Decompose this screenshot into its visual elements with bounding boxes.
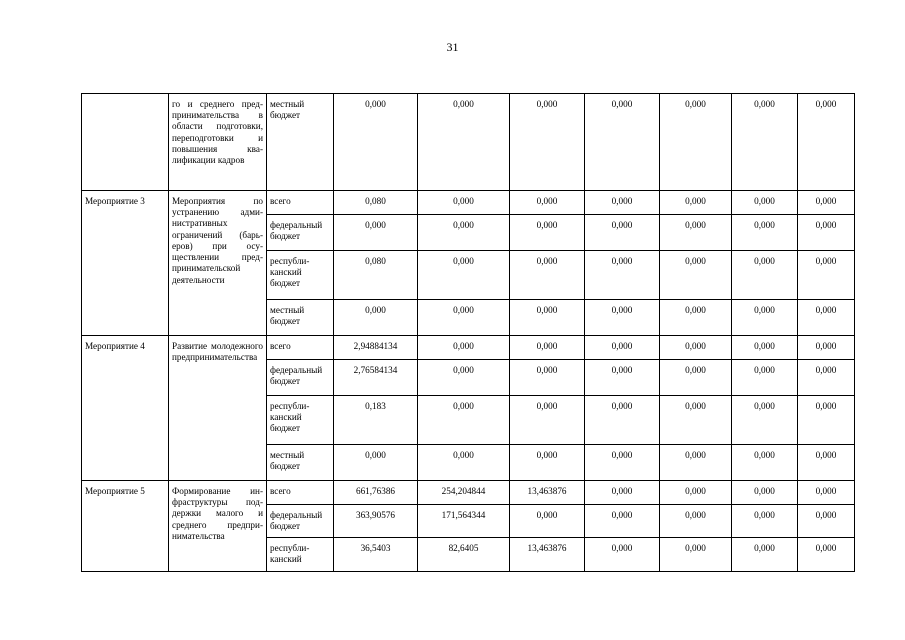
amount-cell: 0,000 (418, 336, 510, 360)
amount-cell: 0,000 (798, 215, 855, 251)
amount-cell: 0,000 (660, 505, 732, 538)
amount-cell: 0,000 (585, 481, 660, 505)
amount-cell: 0,000 (660, 300, 732, 336)
funding-source-cell: местный бюджет (267, 445, 334, 481)
amount-cell: 0,000 (732, 94, 798, 191)
amount-cell: 0,000 (510, 94, 585, 191)
amount-cell: 0,000 (732, 505, 798, 538)
funding-source-cell: федеральный бюджет (267, 215, 334, 251)
amount-cell: 13,463876 (510, 538, 585, 572)
amount-cell: 0,000 (585, 360, 660, 396)
amount-cell: 2,76584134 (334, 360, 418, 396)
page-number: 31 (446, 40, 459, 54)
funding-source-cell: всего (267, 191, 334, 215)
funding-source-cell: всего (267, 336, 334, 360)
amount-cell: 0,000 (732, 251, 798, 300)
amount-cell: 0,080 (334, 251, 418, 300)
amount-cell: 0,000 (660, 481, 732, 505)
amount-cell: 0,000 (585, 191, 660, 215)
funding-source-cell: федеральный бюджет (267, 505, 334, 538)
table-row (82, 94, 855, 191)
amount-cell: 171,564344 (418, 505, 510, 538)
amount-cell: 0,000 (585, 505, 660, 538)
amount-cell: 0,000 (660, 396, 732, 445)
amount-cell: 0,000 (418, 300, 510, 336)
amount-cell: 0,000 (418, 215, 510, 251)
amount-cell: 0,000 (510, 396, 585, 445)
funding-source-cell: федеральный бюджет (267, 360, 334, 396)
event-cell: Мероприятие 3 (82, 191, 169, 336)
amount-cell: 0,000 (418, 94, 510, 191)
amount-cell: 0,080 (334, 191, 418, 215)
event-cell: Мероприятие 5 (82, 481, 169, 572)
amount-cell: 0,000 (510, 336, 585, 360)
funding-source-cell: республиканский (267, 538, 334, 572)
amount-cell: 0,000 (334, 94, 418, 191)
funding-source-cell: местный бюджет (267, 94, 334, 191)
table-row (82, 191, 855, 215)
amount-cell: 0,000 (732, 481, 798, 505)
amount-cell: 0,000 (585, 300, 660, 336)
amount-cell: 13,463876 (510, 481, 585, 505)
amount-cell: 0,183 (334, 396, 418, 445)
amount-cell: 0,000 (732, 300, 798, 336)
funding-source-cell: местный бюджет (267, 300, 334, 336)
amount-cell: 0,000 (660, 445, 732, 481)
funding-source-cell: республиканский бюджет (267, 396, 334, 445)
amount-cell: 0,000 (510, 191, 585, 215)
amount-cell: 0,000 (334, 215, 418, 251)
amount-cell: 0,000 (585, 251, 660, 300)
amount-cell: 0,000 (798, 445, 855, 481)
amount-cell: 36,5403 (334, 538, 418, 572)
amount-cell: 0,000 (585, 336, 660, 360)
amount-cell: 0,000 (418, 191, 510, 215)
amount-cell: 0,000 (732, 445, 798, 481)
amount-cell: 0,000 (798, 191, 855, 215)
amount-cell: 0,000 (585, 445, 660, 481)
event-name-cell: го и среднего предпринимательства в области подготовки, переподготовки и повышения квалификации кадров (169, 94, 267, 191)
event-name-cell: Формирование инфраструктуры поддержки малого и среднего предпринимательства (169, 481, 267, 572)
amount-cell: 363,90576 (334, 505, 418, 538)
amount-cell: 0,000 (660, 336, 732, 360)
amount-cell: 0,000 (510, 251, 585, 300)
event-cell (82, 94, 169, 191)
amount-cell: 254,204844 (418, 481, 510, 505)
amount-cell: 0,000 (585, 538, 660, 572)
amount-cell: 0,000 (798, 538, 855, 572)
amount-cell: 0,000 (798, 336, 855, 360)
amount-cell: 0,000 (418, 251, 510, 300)
amount-cell: 0,000 (798, 360, 855, 396)
amount-cell: 0,000 (510, 360, 585, 396)
funding-source-cell: всего (267, 481, 334, 505)
amount-cell: 2,94884134 (334, 336, 418, 360)
amount-cell: 0,000 (585, 396, 660, 445)
amount-cell: 0,000 (732, 538, 798, 572)
amount-cell: 82,6405 (418, 538, 510, 572)
amount-cell: 0,000 (660, 360, 732, 396)
funding-source-cell: республиканский бюджет (267, 251, 334, 300)
amount-cell: 0,000 (585, 94, 660, 191)
table-row (82, 481, 855, 505)
amount-cell: 0,000 (798, 300, 855, 336)
amount-cell: 0,000 (660, 191, 732, 215)
amount-cell: 0,000 (660, 538, 732, 572)
amount-cell: 0,000 (732, 360, 798, 396)
amount-cell: 0,000 (510, 445, 585, 481)
amount-cell: 0,000 (334, 300, 418, 336)
amount-cell: 0,000 (585, 215, 660, 251)
amount-cell: 661,76386 (334, 481, 418, 505)
table-row (82, 336, 855, 360)
amount-cell: 0,000 (660, 215, 732, 251)
budget-table (81, 93, 855, 572)
amount-cell: 0,000 (418, 445, 510, 481)
event-name-cell: Мероприятия по устранению административных ограничений (барьеров) при осуществлении предпринимательской деятельности (169, 191, 267, 336)
event-cell: Мероприятие 4 (82, 336, 169, 481)
amount-cell: 0,000 (660, 94, 732, 191)
amount-cell: 0,000 (798, 396, 855, 445)
event-name-cell: Развитие молодежного предпринимательства (169, 336, 267, 481)
amount-cell: 0,000 (732, 191, 798, 215)
amount-cell: 0,000 (732, 215, 798, 251)
amount-cell: 0,000 (510, 505, 585, 538)
amount-cell: 0,000 (732, 336, 798, 360)
amount-cell: 0,000 (798, 251, 855, 300)
amount-cell: 0,000 (418, 396, 510, 445)
amount-cell: 0,000 (732, 396, 798, 445)
amount-cell: 0,000 (798, 94, 855, 191)
amount-cell: 0,000 (510, 300, 585, 336)
amount-cell: 0,000 (418, 360, 510, 396)
amount-cell: 0,000 (334, 445, 418, 481)
amount-cell: 0,000 (798, 481, 855, 505)
amount-cell: 0,000 (660, 251, 732, 300)
amount-cell: 0,000 (798, 505, 855, 538)
amount-cell: 0,000 (510, 215, 585, 251)
